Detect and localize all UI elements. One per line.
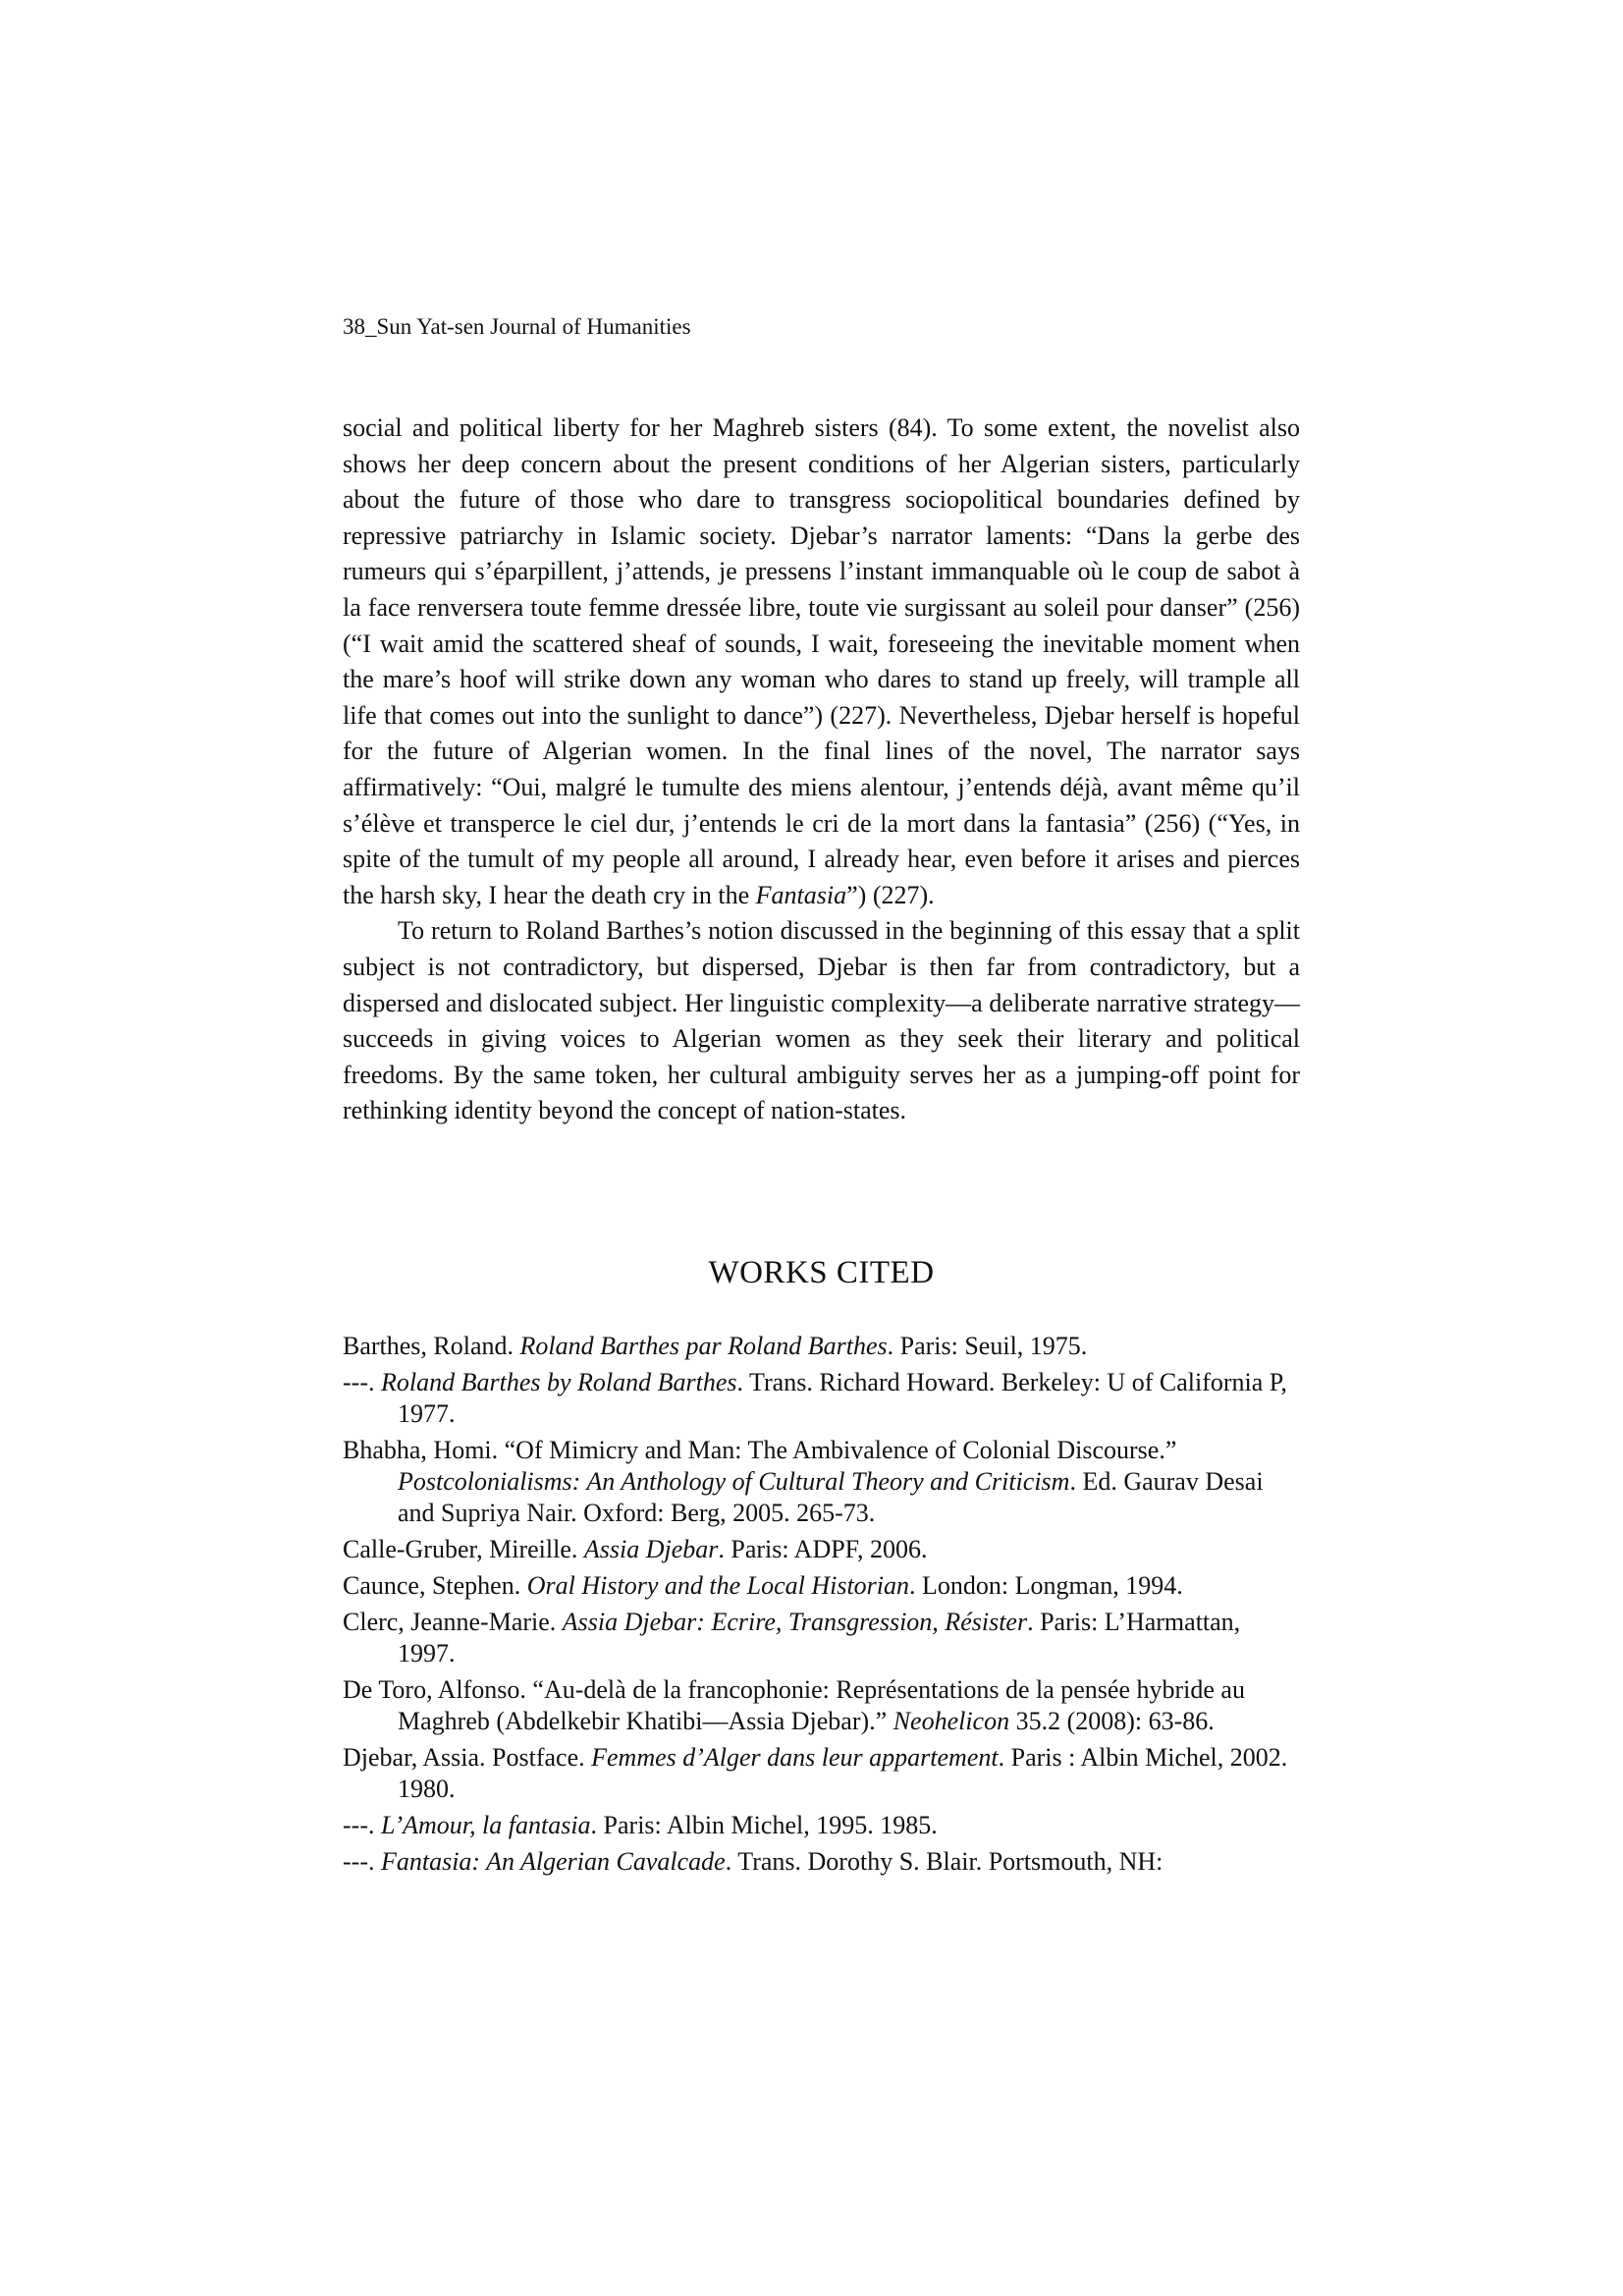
paragraph-1-text-end: ”) (227). [846,880,935,909]
citation-text: . Trans. Richard Howard. Berkeley: U of California P, 1977. [398,1368,1287,1428]
works-cited-list [343,1331,1300,1883]
citation-text: ---. [343,1847,381,1876]
citation-entry [343,1810,1300,1841]
citation-text: Clerc, Jeanne-Marie. [343,1608,563,1636]
citation-entry [343,1846,1300,1878]
citation-title: Neohelicon [893,1707,1010,1735]
citation-entry [343,1435,1300,1529]
citation-text: . Paris: Seuil, 1975. [887,1332,1088,1360]
body-text [343,410,1300,1129]
citation-entry [343,1742,1300,1805]
citation-text: 35.2 (2008): 63-86. [1009,1707,1215,1735]
citation-entry [343,1674,1300,1737]
citation-entry [343,1607,1300,1669]
citation-text: Bhabha, Homi. “Of Mimicry and Man: The Ambivalence of Colonial Discourse.” [343,1436,1177,1464]
citation-title: Fantasia: An Algerian Cavalcade [380,1847,726,1876]
citation-entry [343,1331,1300,1362]
works-cited-title: WORKS CITED [708,1255,935,1290]
paragraph-2: To return to Roland Barthes’s notion discussed in the beginning of this essay that a split subject is not contradictory, but dispersed, Djebar is then far from contradictory, but a dispersed and dislocated subject. Her linguistic complexity—a deliberate narrative strategy—succeeds in giving voices to Algerian women as they seek their literary and political freedoms. By the same token, her cultural ambiguity serves her as a jumping-off point for rethinking identity beyond the concept of nation-states. [343,916,1300,1125]
citation-text: . Paris: L’Harmattan, 1997. [398,1608,1241,1667]
citation-entry [343,1570,1300,1602]
citation-text: Barthes, Roland. [343,1332,520,1360]
citation-entry [343,1534,1300,1565]
citation-text: ---. [343,1811,381,1839]
citation-title: Assia Djebar: Ecrire, Transgression, Résister [562,1608,1028,1636]
citation-title: Postcolonialisms: An Anthology of Cultural Theory and Criticism [398,1467,1070,1496]
paragraph-1-italic: Fantasia [755,880,847,909]
running-head: 38_Sun Yat-sen Journal of Humanities [343,314,691,339]
citation-text: Calle-Gruber, Mireille. [343,1535,584,1563]
paragraph-1-text: social and political liberty for her Maghreb sisters (84). To some extent, the novelist also shows her deep concern about the present conditions of her Algerian sisters, particularly about the future of those who dare to transgress sociopolitical boundaries defined by repressive patriarchy in Islamic society. Djebar’s narrator laments: “Dans la gerbe des rumeurs qui s’éparpillent, j’attends, je pressens l’instant immanquable où le coup de sabot à la face renversera toute femme dressée libre, toute vie surgissant au soleil pour danser” (256) (“I wait amid the scattered sheaf of sounds, I wait, foreseeing the inevitable moment when the mare’s hoof will strike down any woman who dares to stand up freely, will trample all life that comes out into the sunlight to dance”) (227). Nevertheless, Djebar herself is hopeful for the future of Algerian women. In the final lines of the novel, The narrator says affirmatively: “Oui, malgré le tumulte des miens alentour, j’entends déjà, avant même qu’il s’élève et transperce le ciel dur, j’entends le cri de la mort dans la fantasia” (256) (“Yes, in spite of the tumult of my people all around, I already hear, even before it arises and pierces the harsh sky, I hear the death cry in the [343,413,1300,909]
citation-text: . Ed. Gaurav Desai and Supriya Nair. Oxford: Berg, 2005. 265-73. [398,1467,1264,1527]
citation-title: Femmes d’Alger dans leur appartement [591,1743,999,1772]
citation-title: Oral History and the Local Historian [526,1571,910,1600]
citation-text: . Paris: ADPF, 2006. [718,1535,928,1563]
citation-text: ---. [343,1368,381,1396]
citation-text: . Paris: Albin Michel, 1995. 1985. [590,1811,938,1839]
citation-text: . Paris : Albin Michel, 2002. 1980. [398,1743,1288,1803]
citation-title: Roland Barthes by Roland Barthes [380,1368,737,1396]
citation-text: De Toro, Alfonso. “Au-delà de la francophonie: Représentations de la pensée hybride au Maghreb (Abdelkebir Khatibi—Assia Djebar).” [343,1675,1245,1735]
citation-title: L’Amour, la fantasia [380,1811,591,1839]
citation-text: . London: Longman, 1994. [909,1571,1183,1600]
citation-entry [343,1367,1300,1430]
citation-text: Caunce, Stephen. [343,1571,527,1600]
citation-text: Djebar, Assia. Postface. [343,1743,592,1772]
citation-title: Roland Barthes par Roland Barthes [519,1332,888,1360]
paragraph-1 [343,410,1300,913]
citation-title: Assia Djebar [583,1535,719,1563]
citation-text: . Trans. Dorothy S. Blair. Portsmouth, NH: [725,1847,1163,1876]
